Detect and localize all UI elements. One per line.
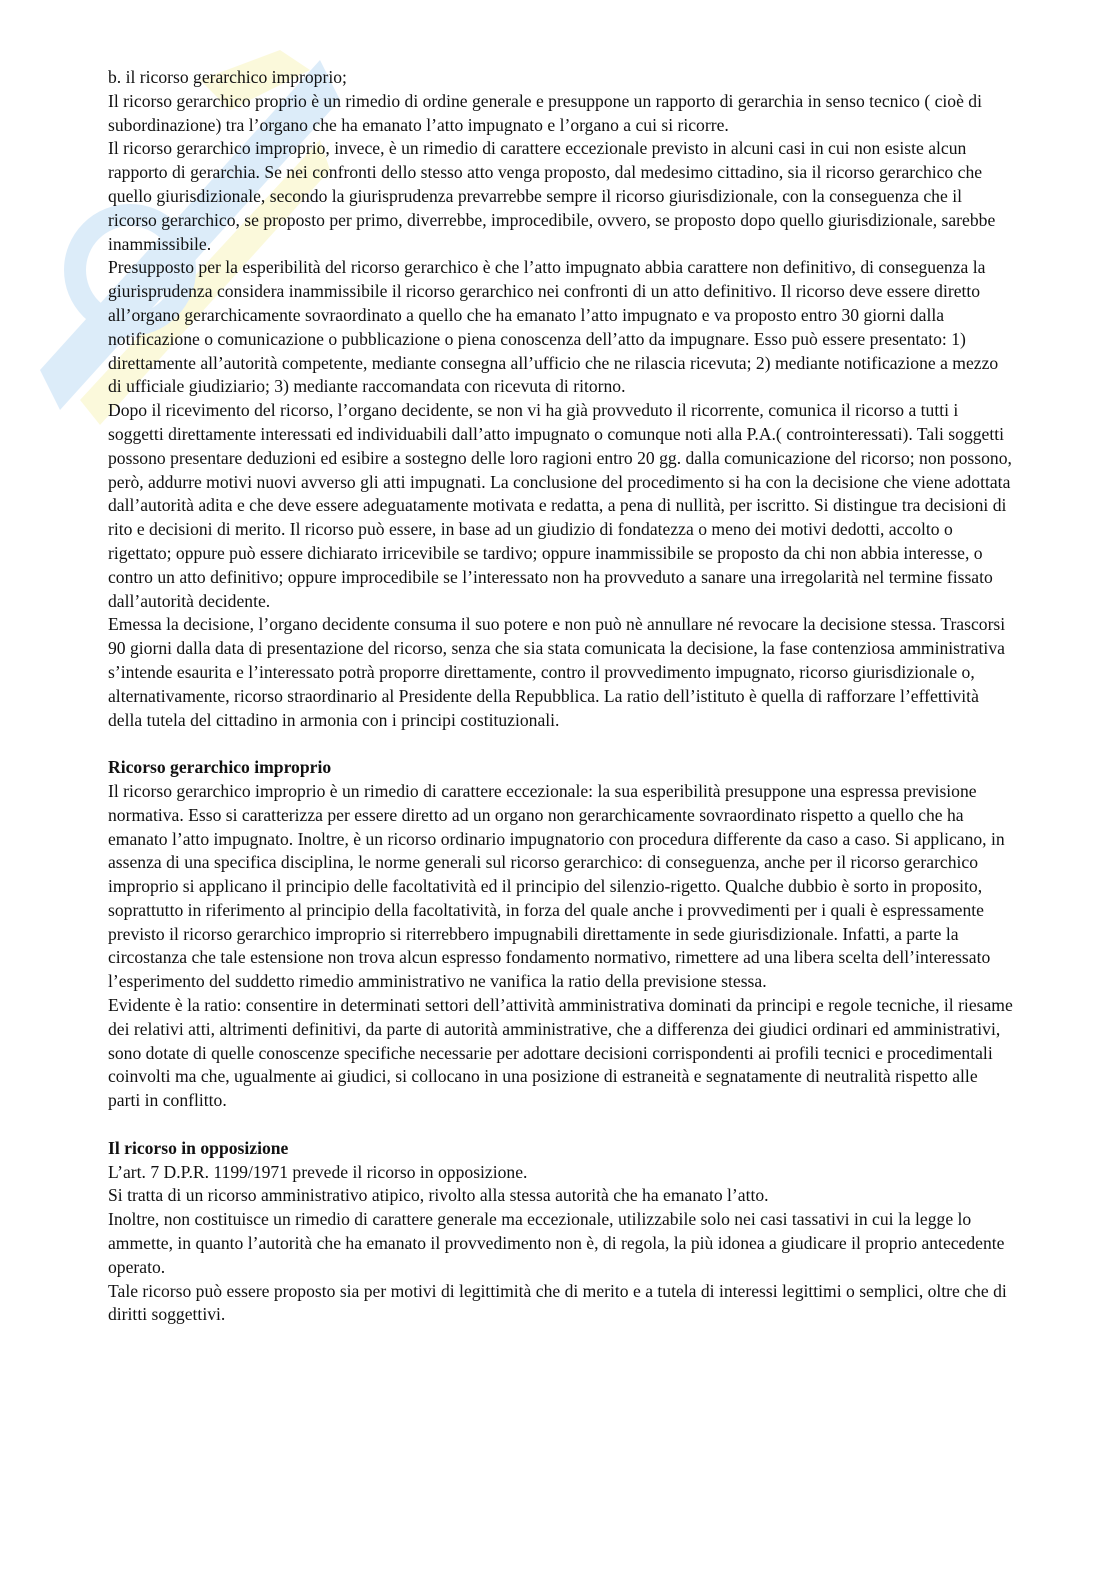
paragraph: Il ricorso gerarchico proprio è un rimedio di ordine generale e presuppone un rapporto di gerarchia in senso tecnico ( cioè di subordinazione) tra l’organo che ha emanato l’atto impugnato e l’organo a cui si ricorre. — [108, 90, 982, 135]
paragraph: Il ricorso gerarchico improprio è un rimedio di carattere eccezionale: la sua esperibilità presuppone una espressa previsione normativa. Esso si caratterizza per essere diretto ad un organo non gerarchicamente sovraordinato rispetto a quello che ha emanato l’atto impugnato. Inoltre, è un ricorso ordinario impugnatorio con procedura differente da caso a caso. Si applicano, in assenza di una specifica disciplina, le norme generali sul ricorso gerarchico: di conseguenza, anche per il ricorso gerarchico improprio si applicano il principio delle facoltatività ed il principio del silenzio-rigetto. Qualche dubbio è sorto in proposito, soprattutto in riferimento al principio della facoltatività, in forza del quale anche i provvedimenti per i quali è espressamente previsto il ricorso gerarchico improprio si riterrebbero impugnabili direttamente in sede giurisdizionale. Infatti, a parte la circostanza che tale estensione non trova alcun espresso fondamento normativo, rimettere ad una libera scelta dell’interessato l’esperimento del suddetto rimedio amministrativo ne vanifica la ratio della previsione stessa. — [108, 780, 1005, 992]
paragraph: Tale ricorso può essere proposto sia per motivi di legittimità che di merito e a tutela di interessi legittimi o semplici, oltre che di diritti soggettivi. — [108, 1280, 1007, 1325]
list-item-b: b. il ricorso gerarchico improprio; — [108, 67, 347, 87]
paragraph: Presupposto per la esperibilità del ricorso gerarchico è che l’atto impugnato abbia carattere non definitivo, di conseguenza la giurisprudenza considera inammissibile il ricorso gerarchico nei confronti di un atto definitivo. Il ricorso deve essere diretto all’organo gerarchicamente sovraordinato a quello che ha emanato l’atto impugnato e va proposto entro 30 giorni dalla notificazione o comunicazione o pubblicazione o piena conoscenza dell’atto da impugnare. Esso può essere presentato: 1) direttamente all’autorità competente, mediante consegna all’ufficio che ne rilascia ricevuta; 2) mediante notificazione a mezzo di ufficiale giudiziario; 3) mediante raccomandata con ricevuta di ritorno. — [108, 257, 999, 397]
paragraph: Evidente è la ratio: consentire in determinati settori dell’attività amministrativa dominati da principi e regole tecniche, il riesame dei relativi atti, altrimenti definitivi, da parte di autorità amministrative, che a differenza dei giudici ordinari ed amministrativi, sono dotate di quelle conoscenze specifiche necessarie per adottare decisioni corrispondenti ai profili tecnici e procedimentali coinvolti ma che, ugualmente ai giudici, si collocano in una posizione di estraneità e segnatamente di neutralità rispetto alle parti in conflitto. — [108, 995, 1013, 1111]
section-heading-ricorso-opposizione: Il ricorso in opposizione — [108, 1137, 289, 1158]
paragraph: Si tratta di un ricorso amministrativo atipico, rivolto alla stessa autorità che ha emanato l’atto. — [108, 1185, 769, 1206]
paragraph: Il ricorso gerarchico improprio, invece, è un rimedio di carattere eccezionale previsto in alcuni casi in cui non esiste alcun rapporto di gerarchia. Se nei confronti dello stesso atto venga proposto, dal medesimo cittadino, sia il ricorso gerarchico che quello giurisdizionale, secondo la giurisprudenza prevarrebbe sempre il ricorso giurisdizionale, con la conseguenza che il ricorso gerarchico, se proposto per primo, diverrebbe, improcedibile, ovvero, se proposto dopo quello giurisdizionale, sarebbe inammissibile. — [108, 138, 996, 254]
document-page — [108, 66, 1013, 1327]
section-heading-ricorso-improprio: Ricorso gerarchico improprio — [108, 757, 332, 778]
paragraph: Dopo il ricevimento del ricorso, l’organo decidente, se non vi ha già provveduto il ricorrente, comunica il ricorso a tutti i soggetti direttamente interessati ed individuabili dall’atto impugnato o comunque noti alla P.A.( controinteressati). Tali soggetti possono presentare deduzioni ed esibire a sostegno delle loro ragioni entro 20 gg. dalla comunicazione del ricorso; non possono, però, addurre motivi nuovi avverso gli atti impugnati. La conclusione del procedimento si ha con la decisione che viene adottata dall’autorità adita e che deve essere adeguatamente motivata e redatta, a pena di nullità, per iscritto. Si distingue tra decisioni di rito e decisioni di merito. Il ricorso può essere, in base ad un giudizio di fondatezza o meno dei motivi dedotti, accolto o rigettato; oppure può essere dichiarato irricevibile se tardivo; oppure inammissibile se proposto da chi non abbia interesse, o contro un atto definitivo; oppure improcedibile se l’interessato non ha provveduto a sanare una irregolarità nel termine fissato dall’autorità decidente. — [108, 400, 1012, 611]
blank-line — [108, 732, 1013, 756]
paragraph: L’art. 7 D.P.R. 1199/1971 prevede il ricorso in opposizione. — [108, 1161, 528, 1182]
paragraph: Emessa la decisione, l’organo decidente consuma il suo potere e non può nè annullare né revocare la decisione stessa. Trascorsi 90 giorni dalla data di presentazione del ricorso, senza che sia stata comunicata la decisione, la fase contenziosa amministrativa s’intende esaurita e l’interessato potrà proporre direttamente, contro il provvedimento impugnato, ricorso giurisdizionale o, alternativamente, ricorso straordinario al Presidente della Repubblica. La ratio dell’istituto è quella di rafforzare l’effettività della tutela del cittadino in armonia con i principi costituzionali. — [108, 614, 1006, 730]
paragraph: Inoltre, non costituisce un rimedio di carattere generale ma eccezionale, utilizzabile solo nei casi tassativi in cui la legge lo ammette, in quanto l’autorità che ha emanato il provvedimento non è, di regola, la più idonea a giudicare il proprio antecedente operato. — [108, 1209, 1005, 1277]
blank-line — [108, 1113, 1013, 1137]
